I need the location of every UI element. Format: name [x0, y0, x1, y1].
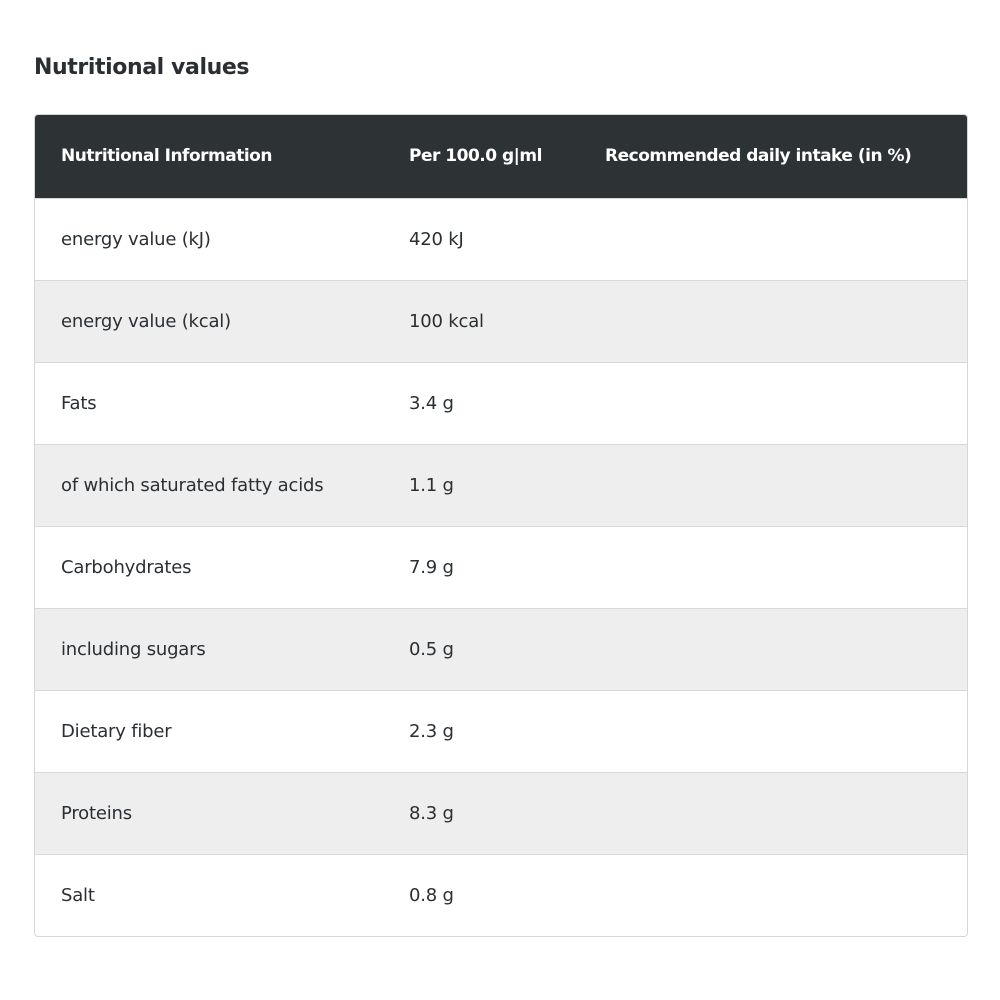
- header-nutritional-information: Nutritional Information: [61, 146, 272, 167]
- row-daily-intake-value: [605, 854, 967, 936]
- row-per-100g-value: 3.4 g: [409, 392, 454, 414]
- row-daily-intake-value: [605, 690, 967, 772]
- row-daily-intake-value: [605, 198, 967, 280]
- row-nutrient-name: Fats: [61, 392, 97, 414]
- row-daily-intake-value: [605, 444, 967, 526]
- nutrition-section: [34, 52, 968, 906]
- section-title: Nutritional values: [34, 55, 250, 80]
- row-nutrient-name: Salt: [61, 884, 95, 906]
- row-per-100g-value: 420 kJ: [409, 228, 464, 250]
- row-daily-intake-value: [605, 280, 967, 362]
- table-body: [35, 198, 967, 936]
- table-row: [35, 444, 967, 526]
- row-per-100g-value: 7.9 g: [409, 556, 454, 578]
- table-row: [35, 690, 967, 772]
- table-row: [35, 362, 967, 444]
- row-daily-intake-value: [605, 526, 967, 608]
- row-per-100g-value: 2.3 g: [409, 720, 454, 742]
- row-daily-intake-value: [605, 608, 967, 690]
- nutrition-table: [35, 115, 967, 936]
- table-header-row: [35, 115, 967, 198]
- row-per-100g-value: 1.1 g: [409, 474, 454, 496]
- row-per-100g-value: 0.5 g: [409, 638, 454, 660]
- header-recommended-daily-intake: Recommended daily intake (in %): [605, 146, 912, 167]
- table-header: [35, 115, 967, 198]
- row-nutrient-name: Proteins: [61, 802, 132, 824]
- row-per-100g-value: 0.8 g: [409, 884, 454, 906]
- row-nutrient-name: including sugars: [61, 638, 206, 660]
- table-row: [35, 526, 967, 608]
- row-nutrient-name: Dietary fiber: [61, 720, 172, 742]
- row-nutrient-name: of which saturated fatty acids: [61, 474, 324, 496]
- table-row: [35, 854, 967, 936]
- nutrition-table-container: [34, 114, 968, 937]
- row-per-100g-value: 8.3 g: [409, 802, 454, 824]
- table-row: [35, 772, 967, 854]
- header-per-100g: Per 100.0 g|ml: [409, 146, 542, 167]
- row-daily-intake-value: [605, 362, 967, 444]
- row-nutrient-name: energy value (kcal): [61, 310, 231, 332]
- row-nutrient-name: energy value (kJ): [61, 228, 211, 250]
- table-row: [35, 280, 967, 362]
- table-row: [35, 608, 967, 690]
- table-row: [35, 198, 967, 280]
- row-per-100g-value: 100 kcal: [409, 310, 484, 332]
- row-daily-intake-value: [605, 772, 967, 854]
- row-nutrient-name: Carbohydrates: [61, 556, 192, 578]
